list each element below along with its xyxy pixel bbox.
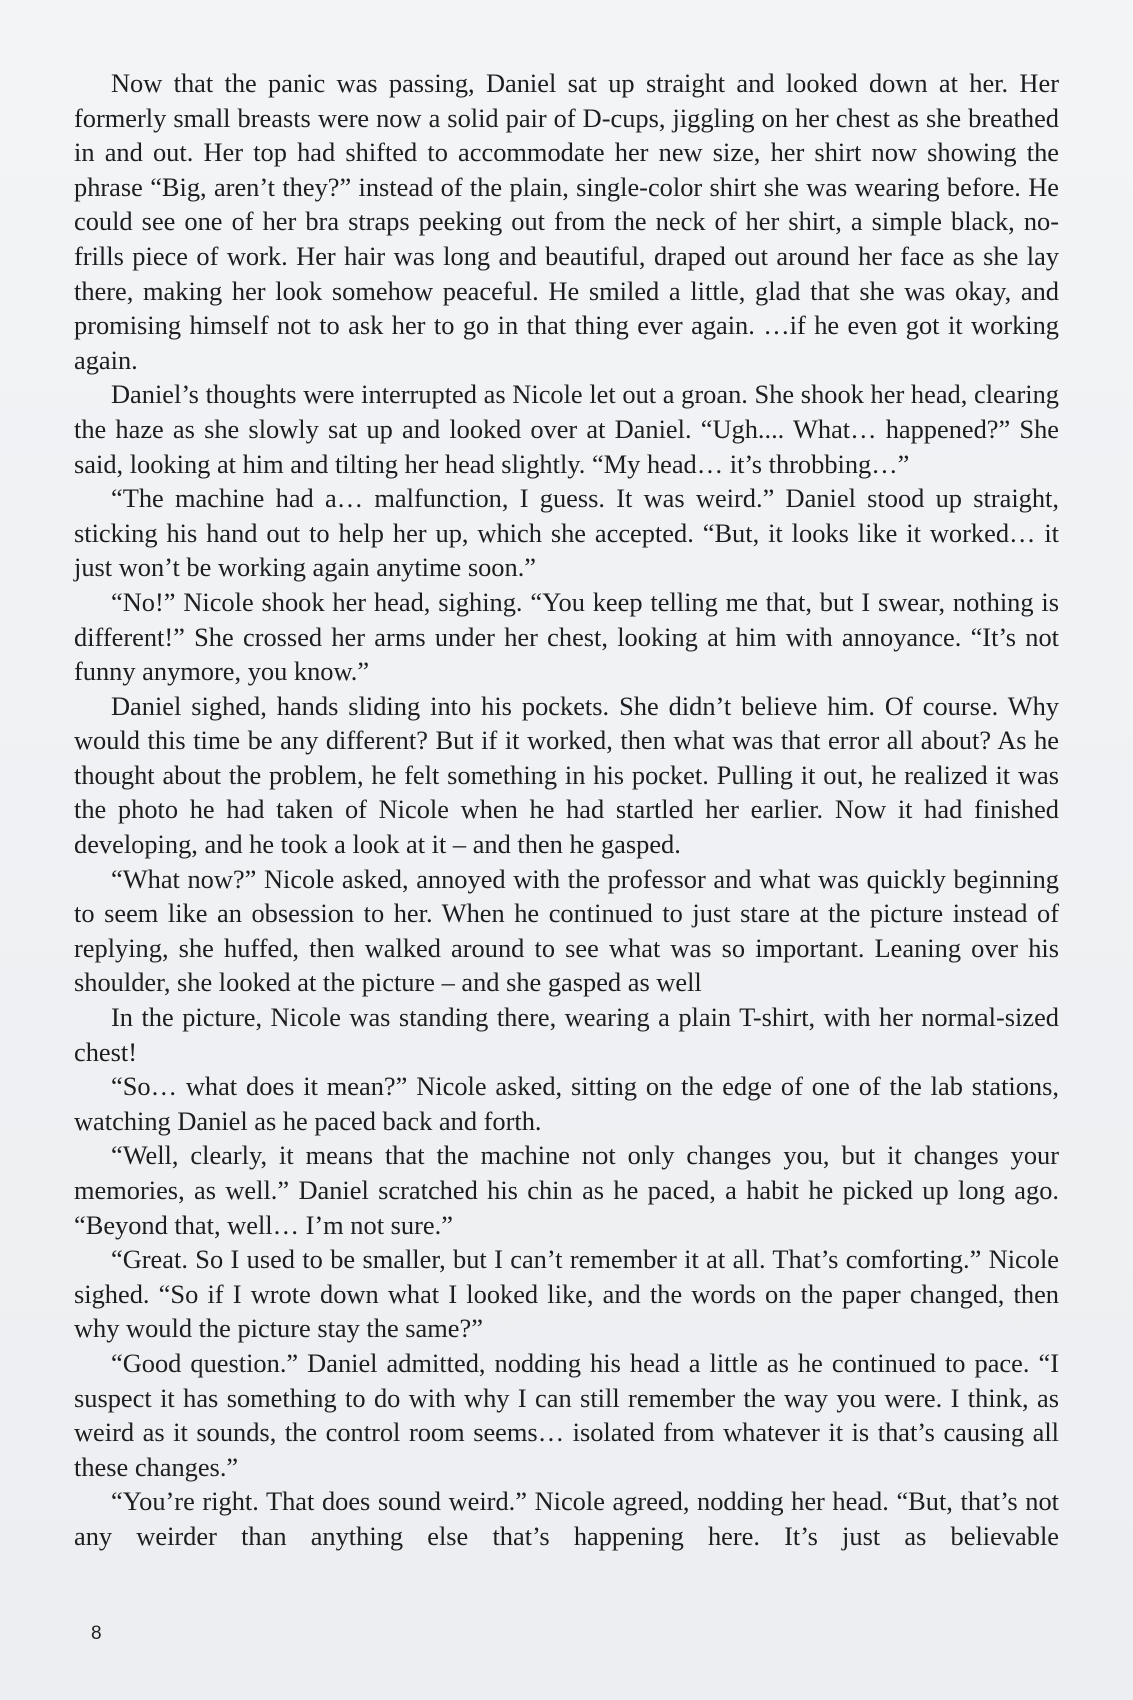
paragraph: “Good question.” Daniel admitted, nodding his head a little as he continued to pace. “I suspect it has something to do with why I can still remember the way you were. I think, as weird as it sounds, the control room seems… isolated from whatever it is that’s causing all these changes.” bbox=[74, 1347, 1059, 1482]
paragraph: “Well, clearly, it means that the machine not only changes you, but it changes your memories, as well.” Daniel scratched his chin as he paced, a habit he picked up long ago. “Beyond that, well… I’m not sure.” bbox=[74, 1140, 1059, 1240]
paragraph: “Great. So I used to be smaller, but I can’t remember it at all. That’s comforting.” Nicole sighed. “So if I wrote down what I looked like, and the words on the paper changed, then why would the picture stay the same?” bbox=[74, 1244, 1059, 1344]
paragraph: Now that the panic was passing, Daniel sat up straight and looked down at her. Her formerly small breasts were now a solid pair of D-cups, jiggling on her chest as she breathed in and out. Her top had shifted to accommodate her new size, her shirt now showing the phrase “Big, aren’t they?” instead of the plain, single-color shirt she was wearing before. He could see one of her bra straps peeking out from the neck of her shirt, a simple black, no-frills piece of work. Her hair was long and beautiful, draped out around her face as she lay there, making her look somehow peaceful. He smiled a little, glad that she was okay, and promising himself not to ask her to go in that thing ever again. …if he even got it working again. bbox=[74, 68, 1059, 375]
paragraph: “You’re right. That does sound weird.” Nicole agreed, nodding her head. “But, that’s not any weirder than anything else that’s happening here. It’s just as believable bbox=[74, 1486, 1059, 1551]
paragraph: Daniel’s thoughts were interrupted as Nicole let out a groan. She shook her head, clearing the haze as she slowly sat up and looked over at Daniel. “Ugh.... What… happened?” She said, looking at him and tilting her head slightly. “My head… it’s throbbing…” bbox=[74, 379, 1059, 479]
paragraph: Daniel sighed, hands sliding into his pockets. She didn’t believe him. Of course. Why would this time be any different? But if it worked, then what was that error all about? As he thought about the problem, he felt something in his pocket. Pulling it out, he realized it was the photo he had taken of Nicole when he had startled her earlier. Now it had finished developing, and he took a look at it – and then he gasped. bbox=[74, 690, 1059, 860]
page-number: 8 bbox=[91, 1623, 102, 1644]
paragraph: “What now?” Nicole asked, annoyed with the professor and what was quickly beginning to seem like an obsession to her. When he continued to just stare at the picture instead of replying, she huffed, then walked around to see what was so important. Leaning over his shoulder, she looked at the picture – and she gasped as well bbox=[74, 863, 1059, 998]
paragraph: “No!” Nicole shook her head, sighing. “You keep telling me that, but I swear, nothing is different!” She crossed her arms under her chest, looking at him with annoyance. “It’s not funny anymore, you know.” bbox=[74, 586, 1059, 687]
paragraph: In the picture, Nicole was standing there, wearing a plain T-shirt, with her normal-sized chest! bbox=[74, 1002, 1059, 1067]
paragraph: “The machine had a… malfunction, I guess. It was weird.” Daniel stood up straight, sticking his hand out to help her up, which she accepted. “But, it looks like it worked… it just won’t be working again anytime soon.” bbox=[74, 483, 1059, 583]
body-text bbox=[74, 66, 1059, 1554]
paragraph: “So… what does it mean?” Nicole asked, sitting on the edge of one of the lab stations, watching Daniel as he paced back and forth. bbox=[74, 1071, 1059, 1136]
